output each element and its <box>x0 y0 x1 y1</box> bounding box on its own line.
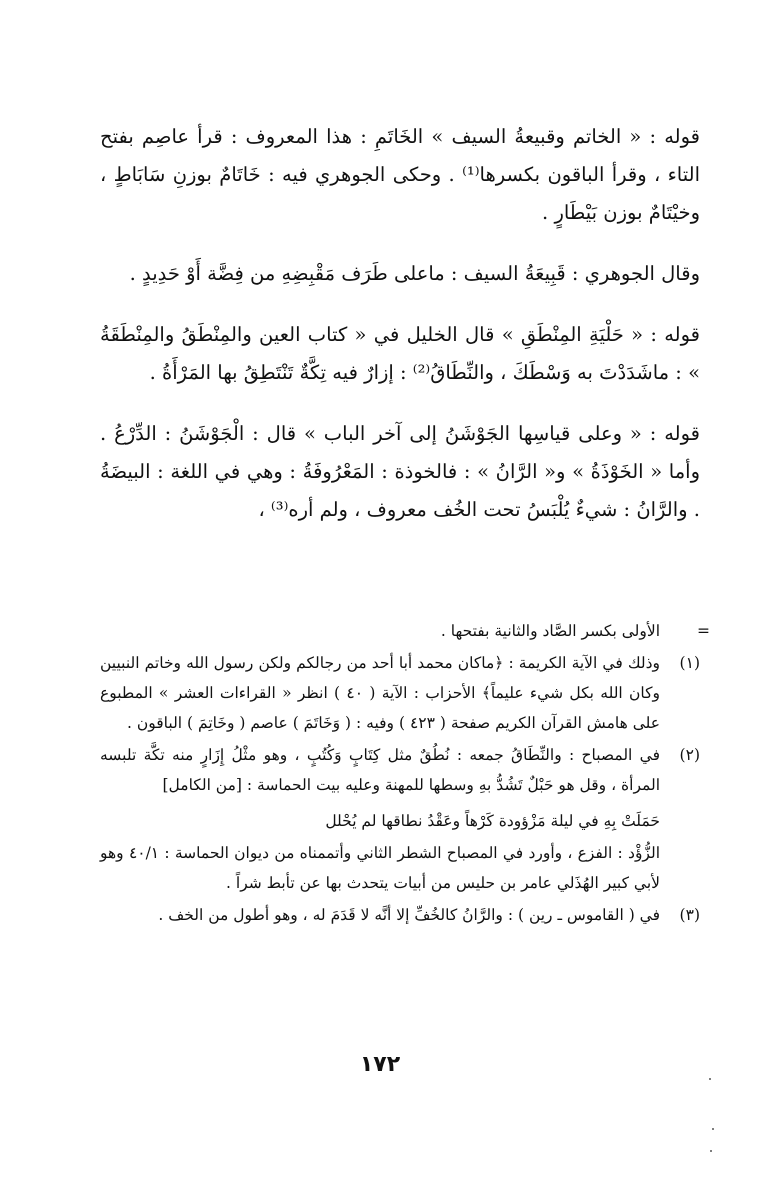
footnote-2 <box>100 740 700 800</box>
footnote-text: وذلك في الآية الكريمة : ﴿ماكان محمد أبا أحد من رجالكم ولكن رسول الله وخاتم النبيين وكان الله بكل شيء عليماً﴾ الأحزاب : الآية ( ٤٠ ) انظر « القراءات العشر » المطبوع على هامش القرآن الكريم صفحة ( ٤٢٣ ) وفيه : ( وَخَاتَمَ ) عاصم ( وخَاتِمَ ) الباقون . <box>100 654 660 732</box>
footnote-number: (١) <box>679 654 700 672</box>
page-number: ١٧٢ <box>359 1052 401 1077</box>
scan-speck <box>710 1150 712 1152</box>
footnote-2-continued <box>100 838 700 898</box>
footnote-text: في المصباح : والنِّطَاقُ جمعه : نُطُقٌ مثل كِتَابٍ وَكُتُبٍ ، وهو مثْلُ إِزَارٍ منه تكَّة تلبسه المرأة ، وقل هو حَبْلٌ تَشُدُّ بهِ وسطها للمهنة وعليه بيت الحماسة : [من الكامل] <box>100 746 660 794</box>
footnote-text: في ( القاموس ـ رين ) : والرَّانُ كالخُفِّ إلا أنَّه لا قَدَمَ له ، وهو أطول من الخف . <box>158 906 660 924</box>
paragraph-khatam: قوله : « الخاتم وقبيعةُ السيف » الخَاتَمِ : هذا المعروف : قرأ عاصِم بفتح التاء ، وقرأ الباقون بكسرها⁽¹⁾ . وحكى الجوهري فيه : خَاتَامٌ بوزنِ سَابَاطٍ ، وخيْتَامٌ بوزن بَيْطَارٍ . <box>100 125 700 224</box>
footnotes <box>100 616 710 932</box>
scan-speck <box>712 1128 714 1130</box>
footnote-text: الزُّؤْد : الفزع ، وأورد في المصباح الشطر الثاني وأتممناه من ديوان الحماسة : ٤٠/١ وهو لأبي كبير الهُذَلي عامر بن حليس من أبيات يتحدث بها عن تأبط شراً . <box>100 844 661 892</box>
scan-speck <box>709 1078 711 1080</box>
footnote-continuation <box>100 616 710 646</box>
paragraph-mintaq: قوله : « حَلْيَةِ المِنْطَقِ » قال الخليل في « كتاب العين والمِنْطَقُ والمِنْطَقَةُ » : ماشَدَدْتَ به وَسْطَكَ ، والنِّطَاقُ⁽²⁾ : إزارٌ فيه تِكَّةٌ تَنْتَطِقُ بها المَرْأَةُ . <box>100 323 700 384</box>
main-text <box>100 118 700 552</box>
continuation-text: الأولى بكسر الصَّاد والثانية بفتحها . <box>440 622 660 640</box>
paragraph-jawshan: قوله : « وعلى قياسِها الجَوْشَنُ إلى آخر الباب » قال : الْجَوْشَنُ : الدِّرْعُ . وأما « الخَوْذَةُ » و« الرَّانُ » : فالخوذة : المَعْرُوفَةُ : وهي في اللغة : البيضَةُ . والرَّانُ : شيءٌ يُلْبَسُ تحت الخُف معروف ، ولم أره⁽³⁾ ، <box>100 422 700 521</box>
footnote-number: (٣) <box>679 906 700 924</box>
footnote-3 <box>100 900 700 930</box>
footnote-1 <box>100 648 700 738</box>
poetry-verse: حَمَلَتْ بِهِ في ليلة مَزْؤودة كَرْهاً وعَقْدُ نطاقها لم يُحْلل <box>325 812 660 830</box>
paragraph-qabiah: وقال الجوهري : قَبِيعَةُ السيف : ماعلى طَرَف مَقْبِضِهِ من فِضَّة أَوْ حَدِيدٍ . <box>129 262 700 285</box>
continuation-marker: = <box>697 622 710 640</box>
footnote-number: (٢) <box>679 746 700 764</box>
